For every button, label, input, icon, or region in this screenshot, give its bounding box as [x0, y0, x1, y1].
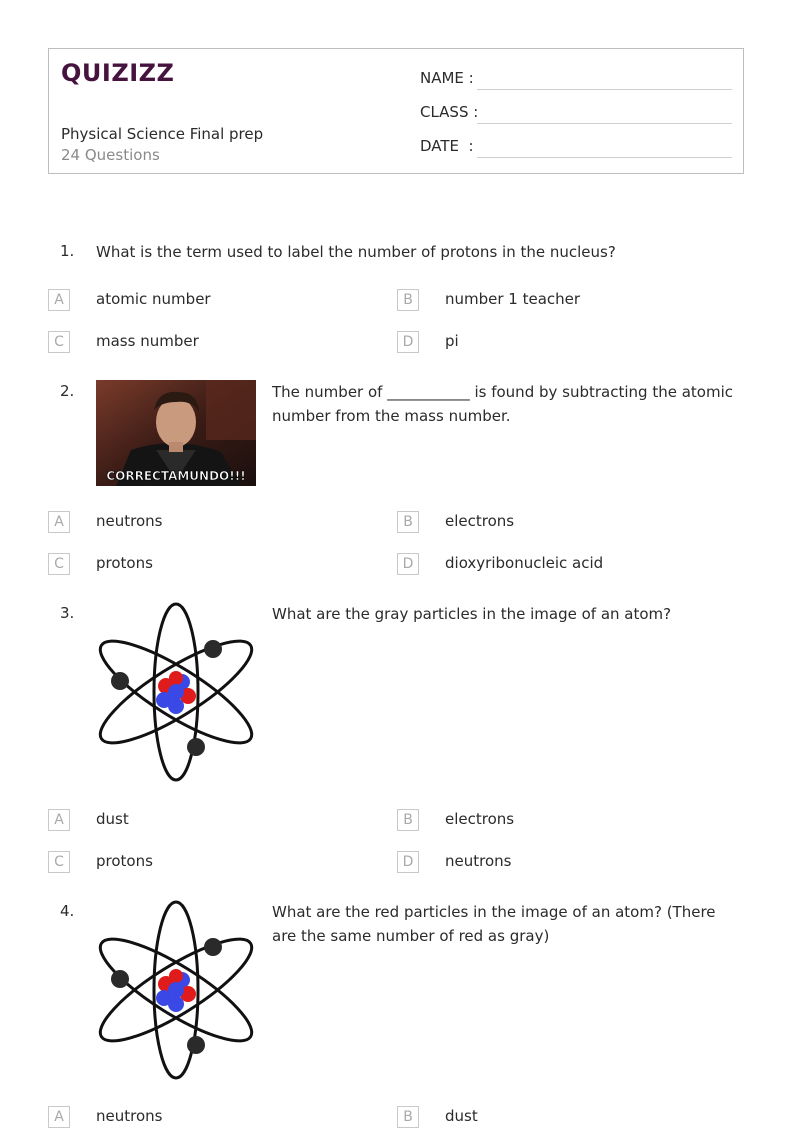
question-number: 3.	[60, 604, 75, 622]
question-text: The number of ___________ is found by subtracting the atomic number from the mass number.	[272, 383, 733, 425]
option-letter: D	[397, 553, 419, 575]
date-field[interactable]	[420, 137, 474, 155]
meme-caption: CORRECTAMUNDO!!!	[106, 469, 246, 483]
question-text: What are the red particles in the image of an atom? (There are the same number of red as gray)	[272, 903, 716, 945]
worksheet-title: Physical Science Final prep	[61, 125, 264, 143]
question-number: 4.	[60, 902, 75, 920]
question-number: 2.	[60, 382, 75, 400]
option-letter: C	[48, 553, 70, 575]
option-letter: A	[48, 809, 70, 831]
atom-image	[96, 900, 256, 1080]
option-text: neutrons	[96, 1107, 163, 1125]
option-letter: A	[48, 289, 70, 311]
option-letter: D	[397, 331, 419, 353]
question-text: What are the gray particles in the image of an atom?	[272, 605, 672, 623]
option-text: neutrons	[96, 512, 163, 530]
option-letter: C	[48, 851, 70, 873]
question-text: What is the term used to label the number of protons in the nucleus?	[96, 243, 616, 261]
date-label: DATE :	[420, 137, 474, 155]
option-text: protons	[96, 554, 153, 572]
date-line	[477, 157, 732, 158]
name-field[interactable]	[420, 69, 474, 87]
question-number: 1.	[60, 242, 75, 260]
meme-photo	[96, 380, 256, 486]
class-line	[477, 123, 732, 124]
quizizz-logo: QUIZIZZ	[61, 59, 175, 87]
atom-diagram	[96, 900, 256, 1080]
option-text: neutrons	[445, 852, 512, 870]
option-text: dust	[96, 810, 129, 828]
option-text: protons	[96, 852, 153, 870]
worksheet-header	[48, 48, 744, 174]
option-text: atomic number	[96, 290, 211, 308]
option-letter: A	[48, 511, 70, 533]
option-letter: D	[397, 851, 419, 873]
question-count: 24 Questions	[61, 146, 160, 164]
option-letter: B	[397, 1106, 419, 1128]
option-text: electrons	[445, 810, 515, 828]
option-text: mass number	[96, 332, 199, 350]
option-text: electrons	[445, 512, 515, 530]
name-line	[477, 89, 732, 90]
class-field[interactable]	[420, 103, 478, 121]
option-text: dust	[445, 1107, 478, 1125]
option-letter: B	[397, 809, 419, 831]
name-label: NAME :	[420, 69, 474, 87]
option-text: dioxyribonucleic acid	[445, 554, 604, 572]
option-letter: B	[397, 289, 419, 311]
atom-diagram	[96, 602, 256, 782]
meme-image	[96, 380, 256, 486]
class-label: CLASS :	[420, 103, 479, 121]
atom-image	[96, 602, 256, 782]
option-letter: C	[48, 331, 70, 353]
option-text: pi	[445, 332, 459, 350]
option-letter: A	[48, 1106, 70, 1128]
option-letter: B	[397, 511, 419, 533]
option-text: number 1 teacher	[445, 290, 581, 308]
